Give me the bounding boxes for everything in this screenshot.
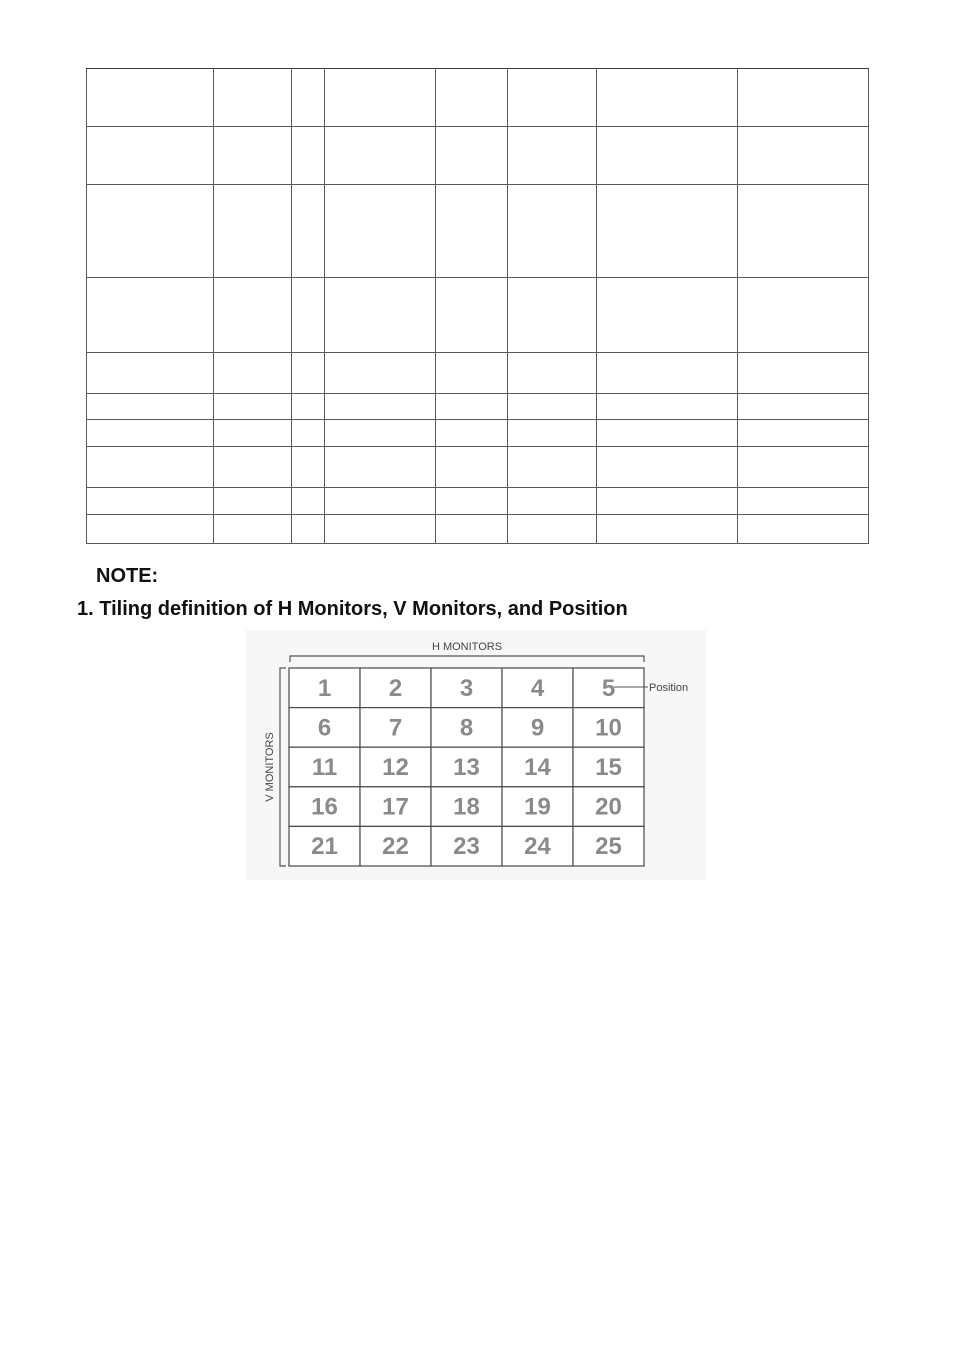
tile-number: 9 [530,714,545,742]
table-cell [87,394,214,420]
table-cell [597,69,738,127]
table-cell [214,394,292,420]
tile-number: 23 [453,833,480,861]
table-cell [292,69,325,127]
table-cell [508,394,597,420]
table-cell [325,278,436,353]
table-cell [214,185,292,278]
table-cell [292,278,325,353]
table-row [87,69,869,127]
note-heading: NOTE: [96,565,159,587]
table-cell [87,515,214,544]
tile-number: 19 [524,793,551,821]
table-cell [214,488,292,515]
table-cell [325,353,436,394]
h-monitors-bracket [290,656,644,662]
table-cell [597,515,738,544]
table-cell [436,185,508,278]
tile-number: 5 [601,674,616,702]
tile-number: 17 [382,793,409,821]
table-cell [325,420,436,447]
table-cell [508,185,597,278]
table-cell [508,515,597,544]
table-cell [436,394,508,420]
tile-number: 7 [388,714,403,742]
table-cell [508,353,597,394]
table-row [87,278,869,353]
note-item-tiling-definition: 1. Tiling definition of H Monitors, V Monitors, and Position [77,598,628,620]
table-cell [214,278,292,353]
tile-number: 11 [311,754,338,781]
table-cell [325,515,436,544]
tile-number: 18 [453,793,480,821]
table-cell [597,185,738,278]
table-row [87,394,869,420]
table-cell [87,278,214,353]
table-cell [436,420,508,447]
tiling-diagram [246,630,706,880]
tile-number: 4 [530,674,545,702]
table-cell [87,185,214,278]
table-cell [508,488,597,515]
h-monitors-label: H MONITORS [431,641,503,653]
table-row [87,353,869,394]
v-monitors-label: V MONITORS [264,732,276,802]
table-cell [508,127,597,185]
table-cell [738,69,869,127]
table-cell [436,488,508,515]
table-cell [87,127,214,185]
table-row [87,185,869,278]
empty-spec-table [86,68,869,544]
table-row [87,488,869,515]
tile-number: 10 [595,714,622,742]
table-cell [436,69,508,127]
table-cell [325,394,436,420]
table-cell [87,353,214,394]
table-cell [508,278,597,353]
table-cell [508,69,597,127]
table-cell [738,515,869,544]
table-cell [508,447,597,488]
table-cell [738,127,869,185]
table-cell [292,515,325,544]
tile-number: 24 [524,833,551,861]
table-cell [738,394,869,420]
v-monitors-bracket [280,668,286,866]
table-cell [87,447,214,488]
table-cell [436,353,508,394]
table-cell [738,278,869,353]
table-cell [87,488,214,515]
table-cell [292,420,325,447]
table-row [87,515,869,544]
tile-number: 8 [459,714,474,742]
table-cell [292,447,325,488]
tile-number: 6 [317,714,332,742]
table-cell [214,447,292,488]
table-row [87,127,869,185]
table-cell [325,185,436,278]
table-cell [738,447,869,488]
table-cell [87,420,214,447]
tile-number: 12 [382,754,409,781]
tile-number: 21 [311,833,338,861]
table-cell [325,127,436,185]
table-cell [597,488,738,515]
table-cell [597,394,738,420]
table-cell [508,420,597,447]
tile-number: 2 [388,674,403,702]
tile-number: 22 [382,833,409,861]
table-cell [436,515,508,544]
table-cell [325,447,436,488]
table-cell [325,488,436,515]
table-cell [436,447,508,488]
tile-number: 25 [595,833,622,861]
table-cell [597,420,738,447]
table-cell [738,185,869,278]
position-label: Position [649,682,689,694]
table-cell [738,488,869,515]
tile-number: 16 [311,793,338,821]
table-cell [597,353,738,394]
tile-number: 20 [595,793,622,821]
table-row [87,420,869,447]
table-cell [214,69,292,127]
table-cell [292,394,325,420]
table-cell [436,278,508,353]
table-cell [214,515,292,544]
table-cell [87,69,214,127]
table-cell [292,353,325,394]
tile-number: 13 [453,754,480,781]
table-cell [325,69,436,127]
table-cell [738,420,869,447]
table-row [87,447,869,488]
tile-grid [289,668,644,866]
table-cell [214,127,292,185]
table-cell [738,353,869,394]
table-cell [214,353,292,394]
tile-number: 15 [595,754,622,781]
table-cell [292,127,325,185]
table-cell [436,127,508,185]
tiling-diagram-svg [246,630,706,880]
tile-number: 14 [524,754,551,781]
table-cell [597,447,738,488]
table-cell [214,420,292,447]
tile-number: 3 [459,674,474,702]
tile-number: 1 [317,674,332,702]
table-cell [292,488,325,515]
table-cell [292,185,325,278]
table-cell [597,127,738,185]
table-cell [597,278,738,353]
